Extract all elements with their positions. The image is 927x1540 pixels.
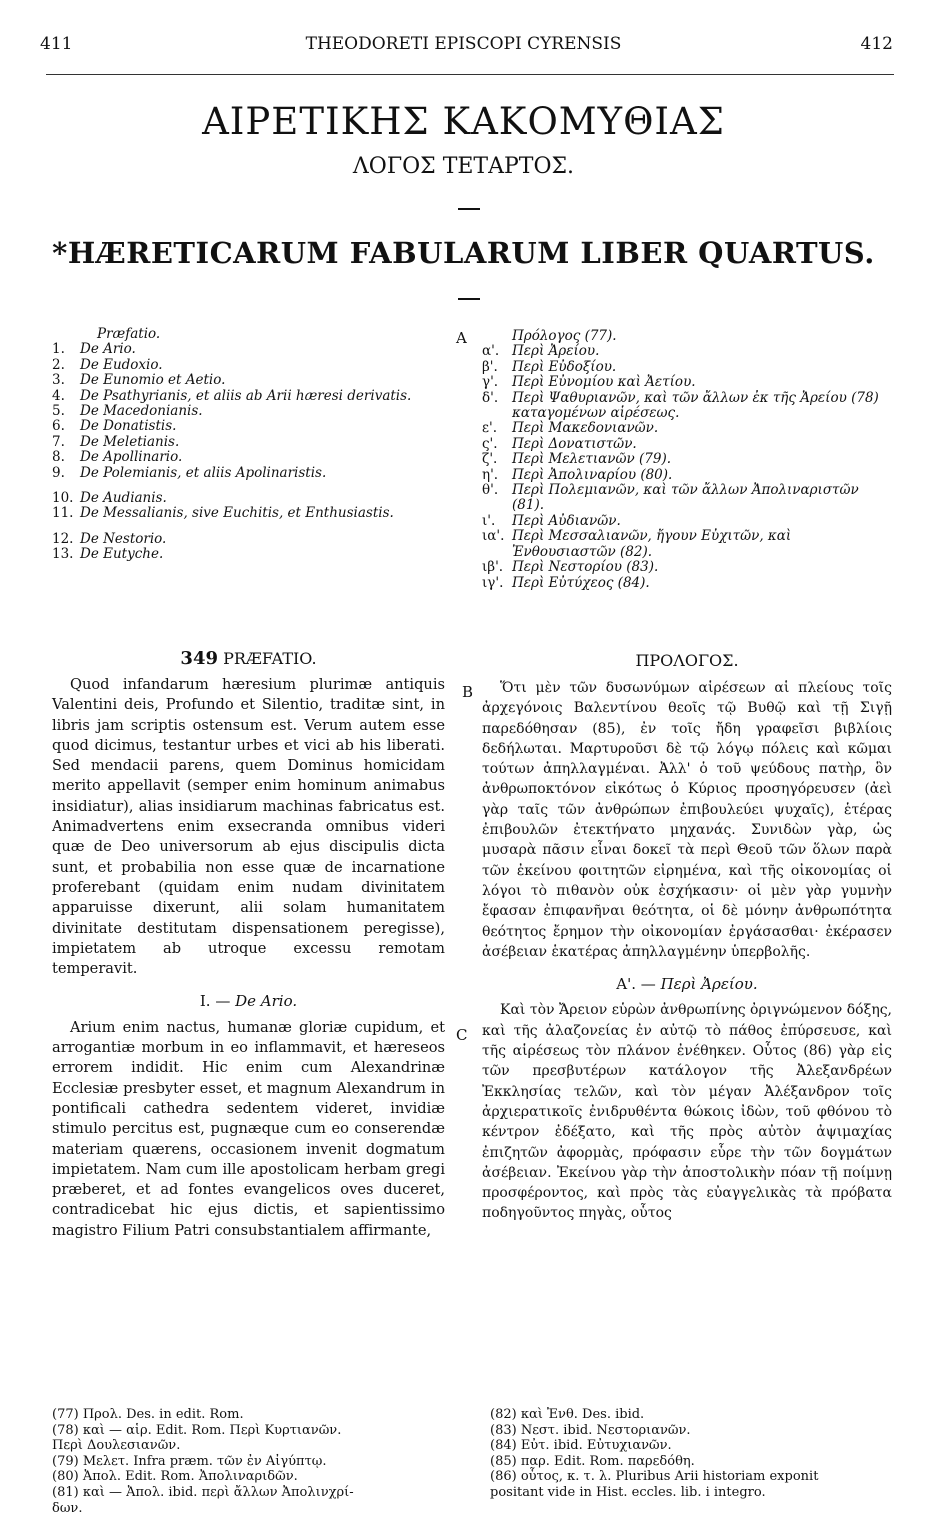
toc-item: ζ'. Περὶ Μελετιανῶν (79). <box>482 451 672 468</box>
greek-chapter-text: Καὶ τὸν Ἄρειον εὑρὼν ἀνθρωπίνης ὀριγνώμενον δόξης, καὶ τῆς ἀλαζονείας ἐν αὐτῷ τὸ πάθος ἐπύρσευσε, καὶ τῆς αἱρέσεως τὸν πλάνον ἐνέθηκεν. Οὗτος (86) γὰρ εἰς τῶν πρεσβυτέρων κατάλογον τῆς Ἀλεξανδρέων Ἐκκλησίας τελῶν, καὶ τὸν μέγαν Ἀλέξανδρον τοῖς ἀρχιερατικοῖς ἐνιδρυθέντα θώκοις ἰδὼν, τοῦ φθόνου τὸ κέντρον ἐδέξατο, καὶ τῆς πρὸς αὐτὸν ἀψιμαχίας ἐπιζητῶν ἀφορμὰς, πρόφασιν εὗρε τὴν τῶν δογμάτων ἀσέβειαν. Ἐκείνου γὰρ τὴν ἀποστολικὴν πόαν τῇ ποίμνῃ προσφέροντος, καὶ πρὸς τὰς εὐαγγελικὰς τὰ πρόβατα ποδηγοῦντος πηγὰς, οὗτος <box>482 1002 892 1222</box>
prologos-text: Ὅτι μὲν τῶν δυσωνύμων αἱρέσεων αἱ πλείους τοῖς ἀρχεγόνοις Βαλεντίνου θεοῖς τῷ Βυθῷ καὶ τῇ Σιγῇ παρεδόθησαν (85), ἐν τοῖς ἤδη γραφεῖσι βιβλίοις δεδήλωται. Μαρτυροῦσι δὲ τῷ λόγῳ πόλεις καὶ κῶμαι τούτων ἀπηλλαγμέναι. Ἀλλ' ὁ τοῦ ψεύδους πατὴρ, ὃν ἀνθρωποκτόνον εἰκότως ὁ Κύριος προσηγόρευσεν (ἀεὶ γὰρ ταῖς τῶν ἀνθρώπων ἐπιβουλεύει ψυχαῖς), ἑτέρας ἐπιβουλῶν ἐτεκτήνατο μηχανάς. Συνιδὼν γὰρ, ὡς μυσαρὰ πᾶσιν εἶναι δοκεῖ τὰ περὶ Θεοῦ τῶν ὅλων παρὰ τῶν ἐκείνου φοιτητῶν εἰρημένα, καὶ τῆς οἰκονομίας οἱ λόγοι τὸ πιθανὸν οὐκ ἐσχήκασιν· οἱ μὲν γὰρ γυμνὴν ἔφασαν ἐπιφανῆναι θεότητα, οἱ δὲ μόνην ἀνθρωπότητα θεότητος ἔρημον τὴν οἰκονομίαν ἐργάσασθαι· ἐκέρασεν ἀσέβειαν ἑκατέρας ἀπηλλαγμένην ὑπερβολῆς. <box>482 680 892 960</box>
latin-title: *HÆRETICARUM FABULARUM LIBER QUARTUS. <box>52 236 875 270</box>
toc-item: 8. De Apollinario. <box>52 449 183 466</box>
footnote: (81) καὶ — Ἀπολ. ibid. περὶ ἄλλων Ἀπολινχρί- <box>52 1484 354 1500</box>
page-number-right: 412 <box>860 34 893 54</box>
greek-chapter-heading: Α'. — Περὶ Ἀρείου. <box>616 975 758 994</box>
running-title: THEODORETI EPISCOPI CYRENSIS <box>305 34 622 54</box>
toc-item: ι'. Περὶ Αὐδιανῶν. <box>482 512 621 529</box>
footnote: (85) παρ. Edit. Rom. παρεδόθη. <box>490 1453 695 1469</box>
toc-item: 11. De Messalianis, sive Euchitis, et Enthusiastis. <box>52 505 394 522</box>
page-number-left: 411 <box>40 34 73 54</box>
prologos-heading: ΠΡΟΛΟΓΟΣ. <box>635 651 739 670</box>
footnotes-left <box>52 1407 452 1516</box>
margin-letter-b: B <box>462 683 474 701</box>
footnote: (79) Μελετ. Infra præm. τῶν ἐν Αἰγύπτῳ. <box>52 1453 327 1469</box>
toc-latin-heading: Præfatio. <box>97 326 161 342</box>
toc-item: ιβ'. Περὶ Νεστορίου (83). <box>482 559 659 576</box>
toc-item: η'. Περὶ Ἀπολιναρίου (80). <box>482 466 673 483</box>
praefatio-text: Quod infandarum hæresium pluri͏mæ antiquis Valentini deis, Profundo et Silentio, traditæ sint, in libris jam scriptis ostensum est. Verum autem esse quod dicimus, testantur urbes et vici ab his liberati. Sed mendacii parens, quem Dominus homicidam merito appellavit (semper enim hominum animabus insidiatur), alias insidiarum machinas fabricatus est. Animadvertens enim exsecranda omnibus videri quæ de Deo universorum ab ejus discipulis dicta sunt, et probabilia non esse quæ de incarnatione proferebant (quidam enim nudam divinitatem apparuisse dixerunt, alii solam humanitatem divinitate destitutam dispensationem peregisse), impietatem ab utroque excessu remotam temperavit. <box>52 676 445 978</box>
toc-item: 4. De Psathyrianis, et aliis ab Arii hæresi derivatis. <box>52 387 412 404</box>
footnote: (80) Ἀπολ. Edit. Rom. Ἀπολιναριδῶν. <box>52 1469 298 1485</box>
greek-column <box>482 678 892 1224</box>
title-dash-2 <box>458 298 480 300</box>
toc-item: ιγ'. Περὶ Εὐτύχεος (84). <box>482 574 650 591</box>
latin-chapter-heading: I. — De Ario. <box>199 992 298 1011</box>
toc-item: β'. Περὶ Εὐδοξίου. <box>482 358 617 375</box>
footnote: (84) Εὐτ. ibid. Εὐτυχιανῶν. <box>490 1438 672 1454</box>
margin-letter-a: A <box>456 329 467 347</box>
toc-item: ε'. Περὶ Μακεδονιανῶν. <box>482 420 659 437</box>
toc-item: 6. De Donatistis. <box>52 418 177 435</box>
toc-item: δ'. Περὶ Ψαθυριανῶν, καὶ τῶν ἄλλων ἐκ τῆς Ἀρείου (78) καταγομένων αἱρέσεως. <box>482 389 879 422</box>
title-dash-1 <box>458 208 480 210</box>
footnote: Περὶ Δουλεσιανῶν. <box>52 1438 181 1454</box>
toc-item: 9. De Polemianis, et aliis Apolinaristis. <box>52 464 327 481</box>
toc-item: γ'. Περὶ Εὐνομίου καὶ Ἀετίου. <box>482 374 696 391</box>
praefatio-title: PRÆFATIO. <box>223 649 317 668</box>
latin-column <box>52 675 445 1241</box>
toc-item: ς'. Περὶ Δονατιστῶν. <box>482 435 637 452</box>
toc-item: 7. De Meletianis. <box>52 433 180 450</box>
footnote: (77) Προλ. Des. in edit. Rom. <box>52 1407 244 1422</box>
toc-item: α'. Περὶ Ἀρείου. <box>482 343 600 360</box>
toc-item: 10. De Audianis. <box>52 490 167 507</box>
praefatio-heading <box>52 648 445 669</box>
toc-greek <box>482 329 892 591</box>
toc-item: 1. De Ario. <box>52 341 136 358</box>
margin-letter-c: C <box>456 1026 468 1044</box>
footnote: (78) καὶ — αἱρ. Edit. Rom. Περὶ Κυρτιανῶν. <box>52 1422 342 1438</box>
toc-item: 3. De Eunomio et Aetio. <box>52 372 226 389</box>
greek-title: ΑΙΡΕΤΙΚΗΣ ΚΑΚΟΜΥΘΙΑΣ <box>202 100 725 143</box>
toc-greek-heading: Πρόλογος (77). <box>512 328 617 344</box>
toc-item: 2. De Eudoxio. <box>52 356 163 373</box>
footnote: (82) καὶ Ἐνθ. Des. ibid. <box>490 1407 645 1422</box>
toc-item: 5. De Macedonianis. <box>52 403 203 420</box>
toc-item: 13. De Eutyche. <box>52 546 164 563</box>
header-rule <box>46 74 894 75</box>
greek-subtitle: ΛΟΓΟΣ ΤΕΤΑΡΤΟΣ. <box>352 154 575 179</box>
toc-item: ια'. Περὶ Μεσσαλιανῶν, ἤγουν Εὐχιτῶν, καὶ Ἐνθουσιαστῶν (82). <box>482 528 792 560</box>
footnote: (86) οὗτος, κ. τ. λ. Pluribus Arii historiam exponit <box>490 1469 819 1485</box>
footnote: δων. <box>52 1500 83 1516</box>
latin-chapter-text: Arium enim nactus, humanæ gloriæ cupidum, et arrogantiæ morbum in eo inflammavit, et hæreseos errorem indidit. Hic enim cum Alexandrinæ Ecclesiæ presbyter esset, et magnum Alexandrum in pontificali cathedra sedentem videret, invidiæ stimulo percitus est, pugnæque cum eo conserendæ materiam quærens, occasionem invenit dogmatum impietatem. Nam cum ille apostolicam herbam gregi præberet, et ad fontes evangelicos oves duceret, contradicebat hic ejus dictis, et sapientissimo magistro Filium Patri consubstantialem affirmante, <box>52 1018 445 1239</box>
footnote: (83) Νεστ. ibid. Νεστοριανῶν. <box>490 1422 691 1438</box>
toc-item: 12. De Nestorio. <box>52 530 167 547</box>
footnotes-right <box>490 1407 890 1501</box>
toc-item: θ'. Περὶ Πολεμιανῶν, καὶ τῶν ἄλλων Ἀπολιναριστῶν (81). <box>482 482 859 514</box>
footnote: positant vide in Hist. eccles. lib. i integro. <box>490 1484 766 1500</box>
column-number: 349 <box>180 648 218 669</box>
toc-latin <box>52 327 447 563</box>
